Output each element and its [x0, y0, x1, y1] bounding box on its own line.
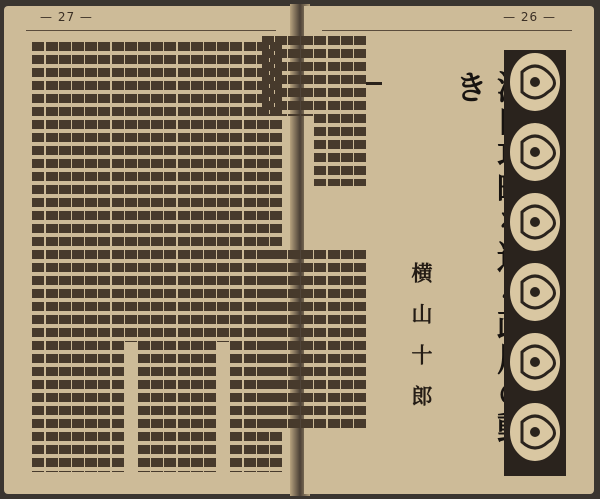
left-page-number: — 27 —	[40, 10, 93, 24]
text-column	[262, 250, 274, 430]
article-title: き	[450, 70, 489, 104]
text-column	[151, 42, 163, 472]
text-column	[314, 36, 326, 186]
text-column	[314, 250, 326, 430]
ornament-dot	[530, 217, 540, 227]
author-name: 横山十郎	[409, 262, 434, 426]
text-column	[85, 42, 97, 472]
text-column	[164, 42, 176, 472]
text-column	[262, 36, 274, 116]
text-column	[230, 42, 242, 472]
text-column	[328, 36, 340, 186]
text-column	[244, 42, 256, 472]
ornament-dot	[530, 147, 540, 157]
ornament-dot	[530, 357, 540, 367]
text-column	[288, 36, 300, 116]
text-column	[275, 36, 287, 116]
right-header-rule	[322, 30, 572, 31]
section-number-mark	[366, 82, 382, 85]
woodblock-border-strip	[504, 50, 566, 476]
ornament-dot	[530, 427, 540, 437]
text-column	[275, 250, 287, 430]
text-column	[98, 42, 110, 472]
text-column	[46, 42, 58, 472]
text-column	[72, 42, 84, 472]
text-column	[125, 42, 137, 342]
text-column	[138, 42, 150, 472]
text-column	[328, 250, 340, 430]
text-column	[288, 250, 300, 430]
text-column	[178, 42, 190, 472]
text-column	[301, 36, 313, 116]
title-block	[448, 70, 490, 465]
text-column	[191, 42, 203, 472]
text-column	[354, 250, 366, 430]
left-header-rule	[26, 30, 276, 31]
ornament-dot	[530, 287, 540, 297]
text-column	[204, 42, 216, 472]
text-column	[341, 36, 353, 186]
ornament-dot	[530, 77, 540, 87]
text-column	[354, 36, 366, 186]
text-column	[301, 250, 313, 430]
left-page	[4, 6, 296, 494]
text-column	[341, 250, 353, 430]
text-column	[32, 42, 44, 472]
right-page-number: — 26 —	[503, 10, 556, 24]
text-column	[112, 42, 124, 472]
text-column	[59, 42, 71, 472]
text-column	[217, 42, 229, 342]
